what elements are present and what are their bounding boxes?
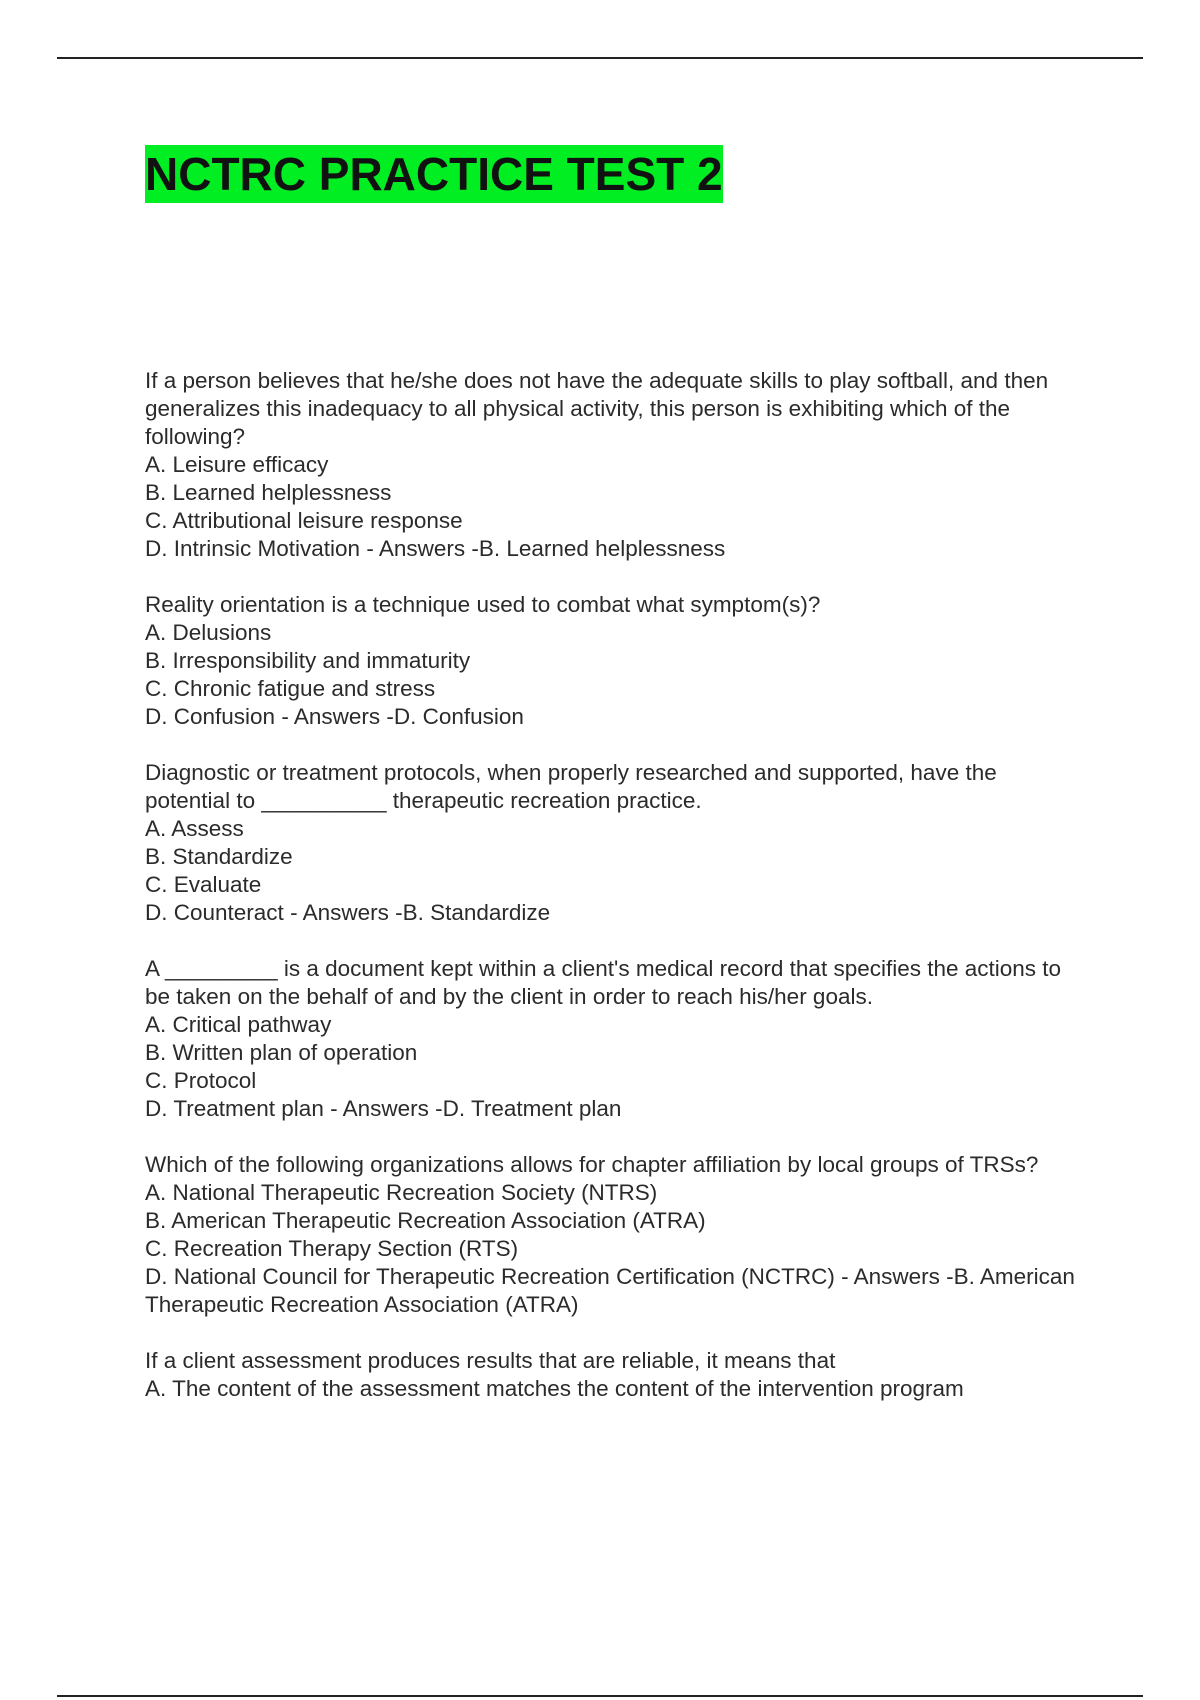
option-b: B. Standardize bbox=[145, 844, 293, 869]
option-c: C. Evaluate bbox=[145, 872, 262, 897]
header-rule bbox=[57, 57, 1143, 59]
option-d-with-answer: D. Counteract - Answers -B. Standardize bbox=[145, 900, 551, 925]
question-4 bbox=[145, 955, 1075, 1123]
option-c: C. Chronic fatigue and stress bbox=[145, 676, 436, 701]
question-2 bbox=[145, 591, 1075, 731]
question-stem: Which of the following organizations allows for chapter affiliation by local groups of TRSs? bbox=[145, 1152, 1039, 1177]
question-6 bbox=[145, 1347, 1075, 1403]
option-a: A. Delusions bbox=[145, 620, 272, 645]
document-title: NCTRC PRACTICE TEST 2 bbox=[145, 145, 723, 203]
question-stem: A _________ is a document kept within a client's medical record that specifies the actions to be taken on the behalf of and by the client in order to reach his/her goals. bbox=[145, 956, 1062, 1009]
question-stem: Diagnostic or treatment protocols, when properly researched and supported, have the potential to __________ therapeutic recreation practice. bbox=[145, 760, 997, 813]
question-stem: If a client assessment produces results that are reliable, it means that bbox=[145, 1348, 836, 1373]
footer-rule bbox=[57, 1695, 1143, 1697]
option-c: C. Protocol bbox=[145, 1068, 257, 1093]
option-b: B. American Therapeutic Recreation Association (ATRA) bbox=[145, 1208, 706, 1233]
option-b: B. Written plan of operation bbox=[145, 1040, 418, 1065]
option-c: C. Attributional leisure response bbox=[145, 508, 463, 533]
question-stem: If a person believes that he/she does not have the adequate skills to play softball, and then generalizes this inadequacy to all physical activity, this person is exhibiting which of the following? bbox=[145, 368, 1049, 449]
option-d-with-answer: D. Intrinsic Motivation - Answers -B. Learned helplessness bbox=[145, 536, 726, 561]
option-b: B. Irresponsibility and immaturity bbox=[145, 648, 471, 673]
option-a: A. Leisure efficacy bbox=[145, 452, 329, 477]
question-5 bbox=[145, 1151, 1075, 1319]
option-a: A. The content of the assessment matches the content of the intervention program bbox=[145, 1376, 964, 1401]
question-list bbox=[145, 367, 1075, 1431]
question-1 bbox=[145, 367, 1075, 563]
option-a: A. Critical pathway bbox=[145, 1012, 332, 1037]
option-b: B. Learned helplessness bbox=[145, 480, 392, 505]
option-d-with-answer: D. Confusion - Answers -D. Confusion bbox=[145, 704, 524, 729]
option-c: C. Recreation Therapy Section (RTS) bbox=[145, 1236, 519, 1261]
question-3 bbox=[145, 759, 1075, 927]
option-d-with-answer: D. Treatment plan - Answers -D. Treatment plan bbox=[145, 1096, 622, 1121]
option-d-with-answer: D. National Council for Therapeutic Recreation Certification (NCTRC) - Answers -B. American Therapeutic Recreation Association (ATRA) bbox=[145, 1264, 1075, 1317]
option-a: A. National Therapeutic Recreation Society (NTRS) bbox=[145, 1180, 658, 1205]
question-stem: Reality orientation is a technique used to combat what symptom(s)? bbox=[145, 592, 821, 617]
option-a: A. Assess bbox=[145, 816, 244, 841]
